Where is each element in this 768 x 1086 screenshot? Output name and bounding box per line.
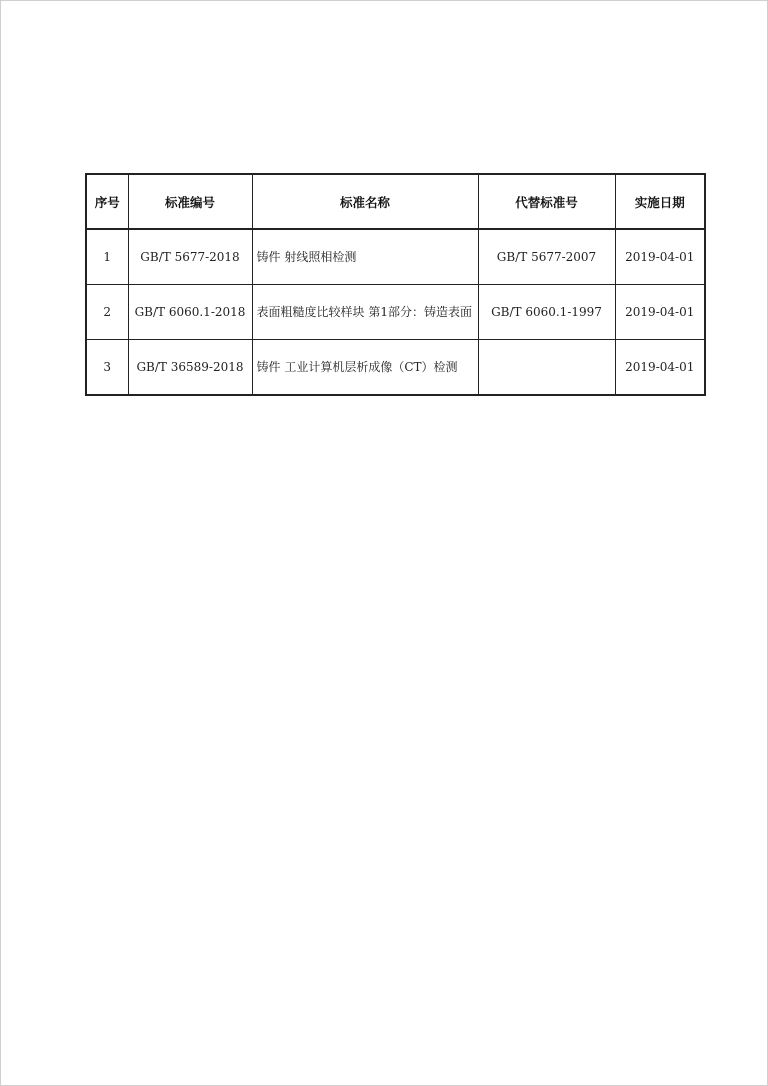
table-row [86, 340, 705, 396]
standards-table [85, 173, 706, 396]
cell-standard-name: 表面粗糙度比较样块 第1部分：铸造表面 [252, 285, 478, 340]
header-implementation-date: 实施日期 [615, 174, 705, 229]
cell-standard-number: GB/T 36589-2018 [128, 340, 252, 396]
cell-seq: 1 [86, 229, 128, 285]
cell-standard-number: GB/T 5677-2018 [128, 229, 252, 285]
cell-implementation-date: 2019-04-01 [615, 285, 705, 340]
cell-standard-name: 铸件 工业计算机层析成像（CT）检测 [252, 340, 478, 396]
header-seq: 序号 [86, 174, 128, 229]
table-header-row [86, 174, 705, 229]
header-replaces: 代替标准号 [478, 174, 615, 229]
cell-seq: 3 [86, 340, 128, 396]
cell-replaces [478, 340, 615, 396]
table-row [86, 229, 705, 285]
cell-implementation-date: 2019-04-01 [615, 229, 705, 285]
header-standard-number: 标准编号 [128, 174, 252, 229]
cell-replaces: GB/T 5677-2007 [478, 229, 615, 285]
cell-seq: 2 [86, 285, 128, 340]
cell-implementation-date: 2019-04-01 [615, 340, 705, 396]
header-standard-name: 标准名称 [252, 174, 478, 229]
cell-standard-number: GB/T 6060.1-2018 [128, 285, 252, 340]
cell-replaces: GB/T 6060.1-1997 [478, 285, 615, 340]
cell-standard-name: 铸件 射线照相检测 [252, 229, 478, 285]
table-row [86, 285, 705, 340]
